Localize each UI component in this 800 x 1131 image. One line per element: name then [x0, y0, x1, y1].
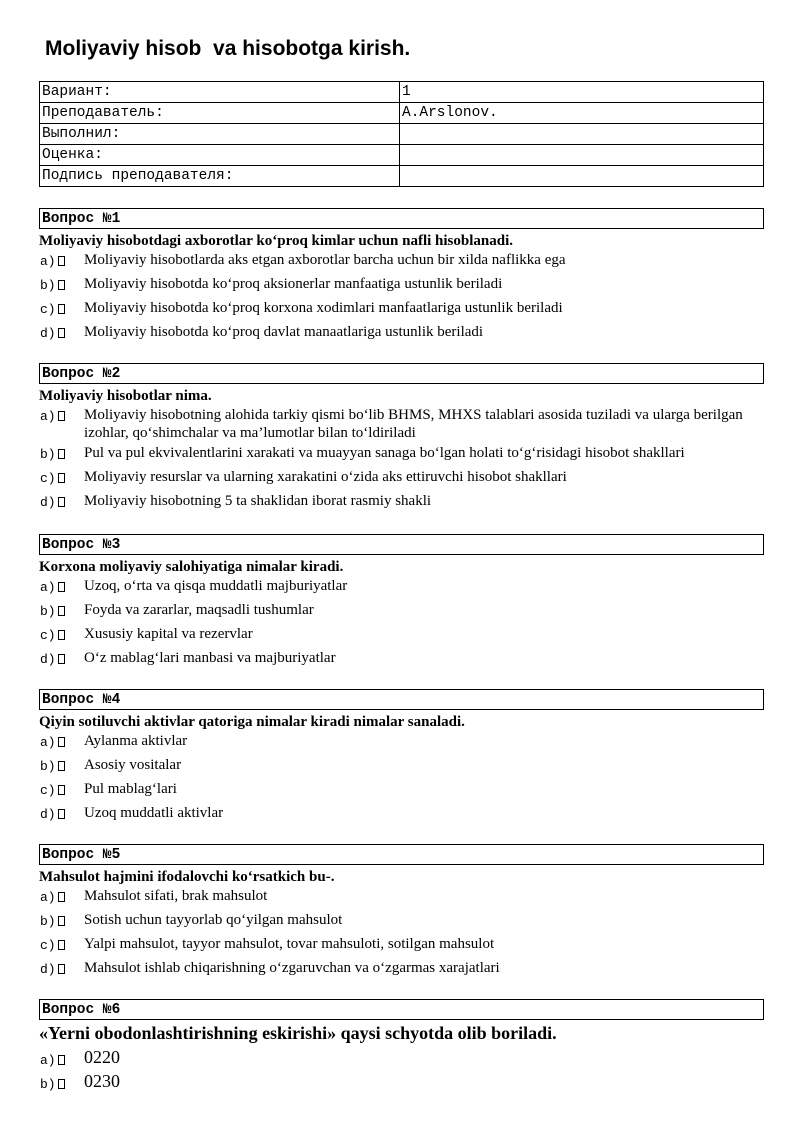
option-letter: a): [40, 1050, 65, 1072]
option-letter: a): [40, 408, 65, 426]
checkbox-icon[interactable]: [58, 940, 65, 950]
option-letter: a): [40, 579, 65, 597]
option-letter: a): [40, 889, 65, 907]
option-letter: d): [40, 494, 65, 512]
option-text: Mahsulot ishlab chiqarishning o‘zgaruvchan va o‘zgarmas xarajatlari: [84, 960, 500, 976]
option-letter: d): [40, 651, 65, 669]
option-text: Aylanma aktivlar: [84, 733, 188, 749]
option-letter: c): [40, 301, 65, 319]
info-value: A.Arslonov.: [400, 103, 764, 124]
question-header: Вопрос №1: [39, 208, 764, 229]
info-label: Выполнил:: [40, 124, 400, 145]
checkbox-icon[interactable]: [58, 473, 65, 483]
option-text: 0220: [84, 1047, 120, 1067]
option-text: Moliyaviy hisobotlarda aks etgan axborotlar barcha uchun bir xilda naflikka ega: [84, 252, 566, 268]
option-letter: c): [40, 470, 65, 488]
answer-option[interactable]: [39, 251, 764, 269]
answer-option[interactable]: [39, 1070, 764, 1092]
option-letter: d): [40, 806, 65, 824]
answer-option[interactable]: [39, 601, 764, 619]
info-row-teacher: [40, 103, 764, 124]
question-2: [39, 363, 764, 510]
question-6: [39, 999, 764, 1092]
checkbox-icon[interactable]: [58, 582, 65, 592]
info-table: [39, 81, 764, 187]
option-text: Xususiy kapital va rezervlar: [84, 626, 253, 642]
option-text: O‘z mablag‘lari manbasi va majburiyatlar: [84, 650, 336, 666]
info-row-performer: [40, 124, 764, 145]
checkbox-icon[interactable]: [58, 892, 65, 902]
checkbox-icon[interactable]: [58, 654, 65, 664]
option-text: Foyda va zararlar, maqsadli tushumlar: [84, 602, 314, 618]
checkbox-icon[interactable]: [58, 964, 65, 974]
answer-option[interactable]: [39, 935, 764, 953]
option-letter: b): [40, 603, 65, 621]
checkbox-icon[interactable]: [58, 304, 65, 314]
question-4: [39, 689, 764, 822]
answer-option[interactable]: [39, 299, 764, 317]
answer-option[interactable]: [39, 492, 764, 510]
question-text: Mahsulot hajmini ifodalovchi ko‘rsatkich bu-.: [39, 869, 335, 885]
question-text: Moliyaviy hisobotdagi axborotlar ko‘proq kimlar uchun nafli hisoblanadi.: [39, 233, 514, 249]
option-text: Moliyaviy hisobotda ko‘proq korxona xodimlari manfaatlariga ustunlik beriladi: [84, 300, 563, 316]
question-text: Moliyaviy hisobotlar nima.: [39, 388, 212, 404]
checkbox-icon[interactable]: [58, 785, 65, 795]
option-text: Yalpi mahsulot, tayyor mahsulot, tovar mahsuloti, sotilgan mahsulot: [84, 936, 495, 952]
option-text: Pul mablag‘lari: [84, 781, 177, 797]
checkbox-icon[interactable]: [58, 606, 65, 616]
option-letter: b): [40, 758, 65, 776]
info-label: Оценка:: [40, 145, 400, 166]
info-value: 1: [400, 82, 764, 103]
option-text: Pul va pul ekvivalentlarini xarakati va muayyan sanaga bo‘lgan holati to‘g‘risidagi hisobot shakllari: [84, 445, 685, 461]
answer-option[interactable]: [39, 649, 764, 667]
info-value: [400, 145, 764, 166]
checkbox-icon[interactable]: [58, 328, 65, 338]
checkbox-icon[interactable]: [58, 411, 65, 421]
option-letter: a): [40, 253, 65, 271]
info-label: Вариант:: [40, 82, 400, 103]
answer-option[interactable]: [39, 887, 764, 905]
answer-option[interactable]: [39, 756, 764, 774]
option-letter: b): [40, 1074, 65, 1096]
answer-option[interactable]: [39, 406, 764, 442]
question-header: Вопрос №2: [39, 363, 764, 384]
checkbox-icon[interactable]: [58, 1055, 65, 1065]
info-label: Преподаватель:: [40, 103, 400, 124]
answer-option[interactable]: [39, 959, 764, 977]
option-text: Moliyaviy resurslar va ularning xarakatini o‘zida aks ettiruvchi hisobot shakllari: [84, 469, 567, 485]
question-header: Вопрос №3: [39, 534, 764, 555]
question-header: Вопрос №6: [39, 999, 764, 1020]
question-header: Вопрос №5: [39, 844, 764, 865]
answer-option[interactable]: [39, 275, 764, 293]
option-letter: b): [40, 913, 65, 931]
checkbox-icon[interactable]: [58, 449, 65, 459]
option-text: Moliyaviy hisobotning alohida tarkiy qismi bo‘lib BHMS, MHXS talablari asosida tuziladi va ularga berilgan izohlar, qo‘shimchalar va ma’lumotlar bilan to‘ldiriladi: [84, 407, 743, 441]
answer-option[interactable]: [39, 732, 764, 750]
checkbox-icon[interactable]: [58, 630, 65, 640]
option-letter: d): [40, 961, 65, 979]
option-letter: c): [40, 782, 65, 800]
checkbox-icon[interactable]: [58, 280, 65, 290]
question-header: Вопрос №4: [39, 689, 764, 710]
option-text: Uzoq, o‘rta va qisqa muddatli majburiyatlar: [84, 578, 348, 594]
checkbox-icon[interactable]: [58, 737, 65, 747]
option-letter: d): [40, 325, 65, 343]
info-value: [400, 166, 764, 187]
info-row-variant: [40, 82, 764, 103]
answer-option[interactable]: [39, 804, 764, 822]
answer-option[interactable]: [39, 1046, 764, 1068]
question-1: [39, 208, 764, 341]
info-label: Подпись преподавателя:: [40, 166, 400, 187]
option-text: Moliyaviy hisobotning 5 ta shaklidan iborat rasmiy shakli: [84, 493, 432, 509]
answer-option[interactable]: [39, 911, 764, 929]
checkbox-icon[interactable]: [58, 1079, 65, 1089]
question-text: «Yerni obodonlashtirishning eskirishi» qaysi schyotda olib boriladi.: [39, 1023, 557, 1043]
answer-option[interactable]: [39, 577, 764, 595]
option-text: Moliyaviy hisobotda ko‘proq aksionerlar manfaatiga ustunlik beriladi: [84, 276, 503, 292]
answer-option[interactable]: [39, 468, 764, 486]
answer-option[interactable]: [39, 625, 764, 643]
info-row-signature: [40, 166, 764, 187]
info-value: [400, 124, 764, 145]
option-letter: a): [40, 734, 65, 752]
option-text: Asosiy vositalar: [84, 757, 182, 773]
checkbox-icon[interactable]: [58, 497, 65, 507]
checkbox-icon[interactable]: [58, 809, 65, 819]
option-letter: c): [40, 937, 65, 955]
info-row-grade: [40, 145, 764, 166]
question-text: Korxona moliyaviy salohiyatiga nimalar kiradi.: [39, 559, 344, 575]
question-5: [39, 844, 764, 977]
option-text: Uzoq muddatli aktivlar: [84, 805, 224, 821]
option-text: 0230: [84, 1071, 120, 1091]
option-text: Mahsulot sifati, brak mahsulot: [84, 888, 268, 904]
option-letter: b): [40, 277, 65, 295]
checkbox-icon[interactable]: [58, 256, 65, 266]
question-text: Qiyin sotiluvchi aktivlar qatoriga nimalar kiradi nimalar sanaladi.: [39, 714, 465, 730]
page-title: Moliyaviy hisob va hisobotga kirish.: [45, 37, 411, 60]
answer-option[interactable]: [39, 323, 764, 341]
checkbox-icon[interactable]: [58, 761, 65, 771]
option-text: Moliyaviy hisobotda ko‘proq davlat manaatlariga ustunlik beriladi: [84, 324, 484, 340]
option-text: Sotish uchun tayyorlab qo‘yilgan mahsulot: [84, 912, 343, 928]
option-letter: b): [40, 446, 65, 464]
question-3: [39, 534, 764, 667]
answer-option[interactable]: [39, 780, 764, 798]
checkbox-icon[interactable]: [58, 916, 65, 926]
option-letter: c): [40, 627, 65, 645]
answer-option[interactable]: [39, 444, 764, 462]
